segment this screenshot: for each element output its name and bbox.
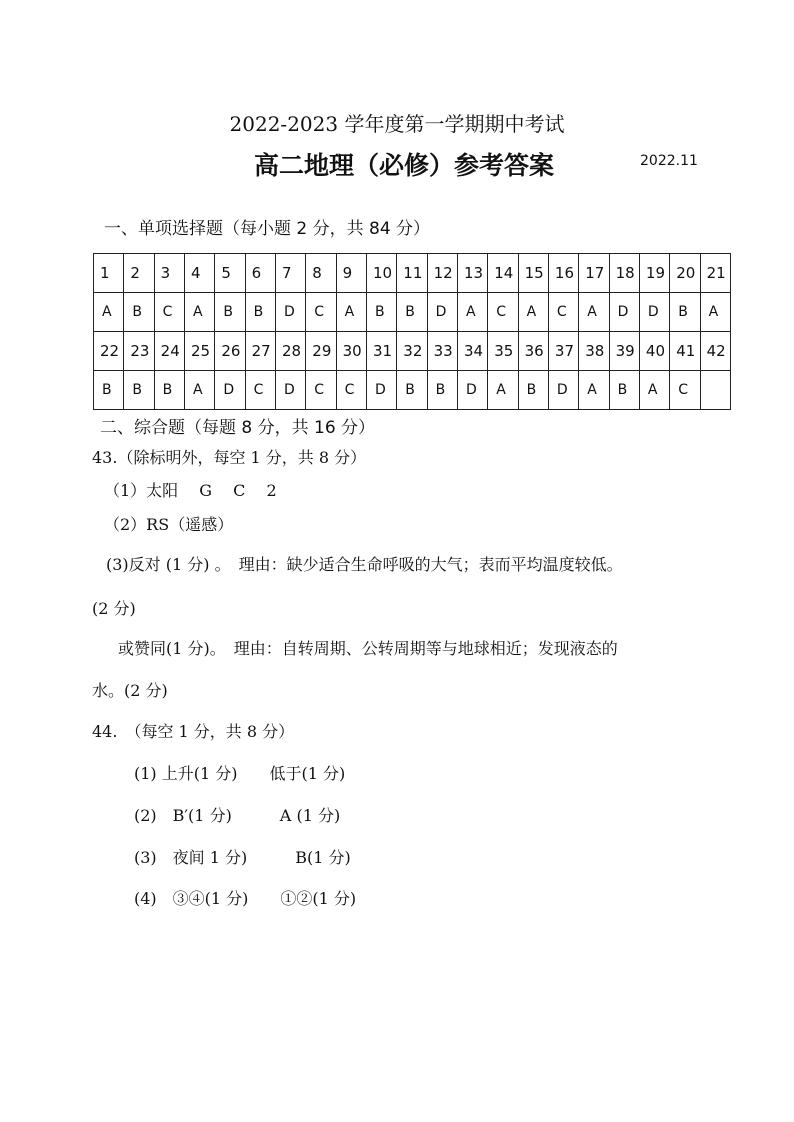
q43-answer-4: 或赞同(1 分)。 理由：自转周期、公转周期等与地球相近；发现液态的 (118, 639, 618, 658)
answer-cell: D (639, 293, 669, 332)
question-number-cell: 7 (275, 254, 305, 293)
question-number-row (94, 332, 731, 371)
answer-cell: D (275, 293, 305, 332)
section2-heading: 二、综合题（每题 8 分，共 16 分） (100, 418, 376, 438)
question-number-cell: 41 (670, 332, 700, 371)
q43-answer-3: (3)反对 (1 分) 。 理由：缺少适合生命呼吸的大气；表而平均温度较低。 (106, 555, 623, 574)
answer-cell: C (245, 371, 275, 410)
answer-cell: B (397, 371, 427, 410)
answer-cell: D (457, 371, 487, 410)
answer-cell: A (184, 371, 214, 410)
q44-answer-3: (3) 夜间 1 分) B(1 分) (134, 848, 351, 867)
answer-cell: D (275, 371, 305, 410)
answer-cell (700, 371, 730, 410)
question-number-cell: 8 (306, 254, 336, 293)
question-number-cell: 31 (366, 332, 396, 371)
answer-cell: B (215, 293, 245, 332)
question-number-cell: 35 (488, 332, 518, 371)
answer-cell: A (488, 371, 518, 410)
answer-cell: A (700, 293, 730, 332)
answer-table (93, 253, 731, 410)
answer-cell: C (306, 371, 336, 410)
question-number-row (94, 254, 731, 293)
answer-cell: C (306, 293, 336, 332)
answer-cell: A (639, 371, 669, 410)
answer-cell: B (245, 293, 275, 332)
q43-answer-3-score: (2 分) (92, 599, 136, 618)
question-number-cell: 32 (397, 332, 427, 371)
question-number-cell: 28 (275, 332, 305, 371)
question-number-cell: 40 (639, 332, 669, 371)
question-number-cell: 39 (609, 332, 639, 371)
question-number-cell: 37 (548, 332, 578, 371)
answer-cell: B (397, 293, 427, 332)
answer-letter-row (94, 293, 731, 332)
question-number-cell: 10 (366, 254, 396, 293)
answer-cell: B (366, 293, 396, 332)
answer-cell: B (124, 293, 154, 332)
question-number-cell: 25 (184, 332, 214, 371)
exam-date: 2022.11 (640, 153, 698, 169)
answer-cell: B (518, 371, 548, 410)
answer-cell: A (336, 293, 366, 332)
question-number-cell: 14 (488, 254, 518, 293)
q44-answer-1: (1) 上升(1 分) 低于(1 分) (134, 764, 346, 783)
q43-answer-2: （2）RS（遥感） (104, 515, 234, 534)
q43-header: 43.（除标明外，每空 1 分，共 8 分） (92, 448, 367, 467)
answer-cell: A (579, 293, 609, 332)
answer-letter-row (94, 371, 731, 410)
exam-title-line2: 高二地理（必修）参考答案 (254, 151, 555, 180)
question-number-cell: 4 (184, 254, 214, 293)
question-number-cell: 33 (427, 332, 457, 371)
answer-cell: C (336, 371, 366, 410)
answer-cell: A (457, 293, 487, 332)
question-number-cell: 13 (457, 254, 487, 293)
question-number-cell: 26 (215, 332, 245, 371)
q43-answer-1: （1）太阳 G C 2 (104, 481, 277, 500)
answer-cell: B (427, 371, 457, 410)
answer-cell: B (94, 371, 124, 410)
question-number-cell: 29 (306, 332, 336, 371)
answer-cell: B (154, 371, 184, 410)
question-number-cell: 3 (154, 254, 184, 293)
answer-cell: A (518, 293, 548, 332)
answer-cell: A (94, 293, 124, 332)
question-number-cell: 12 (427, 254, 457, 293)
question-number-cell: 24 (154, 332, 184, 371)
question-number-cell: 19 (639, 254, 669, 293)
answer-cell: C (670, 371, 700, 410)
question-number-cell: 42 (700, 332, 730, 371)
section1-heading: 一、单项选择题（每小题 2 分，共 84 分） (104, 219, 431, 239)
question-number-cell: 34 (457, 332, 487, 371)
question-number-cell: 11 (397, 254, 427, 293)
question-number-cell: 36 (518, 332, 548, 371)
answer-cell: C (548, 293, 578, 332)
answer-cell: D (609, 293, 639, 332)
question-number-cell: 23 (124, 332, 154, 371)
q43-answer-4-cont: 水。(2 分) (92, 681, 168, 700)
answer-cell: B (609, 371, 639, 410)
answer-cell: D (427, 293, 457, 332)
question-number-cell: 15 (518, 254, 548, 293)
question-number-cell: 38 (579, 332, 609, 371)
exam-title-line1: 2022-2023 学年度第一学期期中考试 (229, 112, 565, 136)
question-number-cell: 16 (548, 254, 578, 293)
question-number-cell: 5 (215, 254, 245, 293)
question-number-cell: 17 (579, 254, 609, 293)
answer-cell: A (184, 293, 214, 332)
question-number-cell: 6 (245, 254, 275, 293)
question-number-cell: 20 (670, 254, 700, 293)
question-number-cell: 21 (700, 254, 730, 293)
question-number-cell: 9 (336, 254, 366, 293)
answer-cell: B (124, 371, 154, 410)
q44-header: 44. （每空 1 分，共 8 分） (92, 722, 295, 741)
answer-cell: B (670, 293, 700, 332)
q44-answer-4: (4) ③④(1 分) ①②(1 分) (134, 889, 357, 908)
answer-cell: D (215, 371, 245, 410)
q44-answer-2: (2) B′(1 分) A (1 分) (134, 806, 341, 825)
question-number-cell: 22 (94, 332, 124, 371)
answer-cell: D (366, 371, 396, 410)
question-number-cell: 30 (336, 332, 366, 371)
question-number-cell: 27 (245, 332, 275, 371)
answer-cell: A (579, 371, 609, 410)
question-number-cell: 18 (609, 254, 639, 293)
question-number-cell: 1 (94, 254, 124, 293)
answer-cell: C (488, 293, 518, 332)
answer-cell: C (154, 293, 184, 332)
answer-cell: D (548, 371, 578, 410)
question-number-cell: 2 (124, 254, 154, 293)
